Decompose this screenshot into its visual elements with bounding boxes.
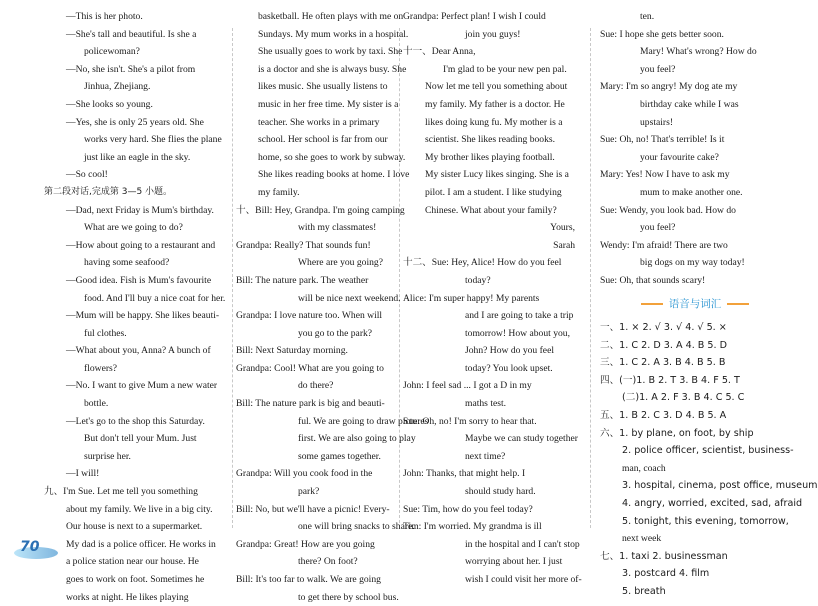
text-line: Mary! What's wrong? How do — [640, 46, 757, 58]
text-line: basketball. He often plays with me on — [258, 11, 404, 22]
text-line: 三、1. C 2. A 3. B 4. B 5. B — [600, 357, 726, 369]
text-line: 十、Bill: Hey, Grandpa. I'm going camping — [236, 204, 405, 216]
text-line: works very hard. She flies the plane — [84, 134, 222, 146]
text-line: 4. angry, worried, excited, sad, afraid — [622, 498, 803, 510]
text-line: John? How do you feel — [465, 345, 554, 357]
text-line: I'm glad to be your new pen pal. — [443, 63, 567, 75]
page-number: 70 — [20, 539, 40, 555]
text-line: ten. — [640, 11, 655, 22]
text-line: 五、1. B 2. C 3. D 4. B 5. A — [600, 410, 727, 422]
section-title — [600, 296, 790, 314]
text-line: Where are you going? — [298, 257, 383, 269]
text-line: 四、(一)1. B 2. T 3. B 4. F 5. T — [600, 374, 740, 386]
text-line: Grandpa: Perfect plan! I wish I could — [403, 11, 546, 22]
text-line: —I will! — [66, 468, 100, 480]
text-line: Sundays. My mum works in a hospital. — [258, 28, 409, 40]
text-line: 2. police officer, scientist, business- — [622, 445, 794, 457]
text-line: 七、1. taxi 2. businessman — [600, 550, 728, 562]
text-line: Bill: The nature park is big and beauti- — [236, 398, 385, 410]
text-line: just like an eagle in the sky. — [84, 151, 191, 163]
column-divider — [399, 28, 400, 528]
text-line: Sue: I hope she gets better soon. — [600, 28, 724, 40]
text-line: teacher. She works in a primary — [258, 116, 380, 128]
text-line: Bill: It's too far to walk. We are going — [236, 574, 381, 585]
text-line: Yours, — [550, 222, 575, 234]
text-line: 一、1. × 2. √ 3. √ 4. √ 5. × — [600, 322, 727, 334]
text-line: works at night. He likes playing — [66, 591, 189, 603]
text-line: join you guys! — [465, 28, 521, 40]
text-line: Sue: Oh, no! I'm sorry to hear that. — [403, 415, 537, 427]
text-column-2 — [236, 8, 429, 606]
text-line: ful clothes. — [84, 327, 127, 339]
text-line: ful. We are going to draw pictures — [298, 415, 429, 427]
text-line: food. And I'll buy a nice coat for her. — [84, 292, 226, 304]
text-line: should study hard. — [465, 486, 536, 498]
text-line: —Yes, she is only 25 years old. She — [66, 116, 204, 128]
text-line: in the hospital and I can't stop — [465, 538, 580, 550]
text-line: Bill: No, but we'll have a picnic! Every- — [236, 503, 390, 515]
text-line: My dad is a police officer. He works in — [66, 538, 216, 550]
text-line: 3. hospital, cinema, post office, museum — [622, 480, 818, 492]
text-line: about my family. We live in a big city. — [66, 503, 213, 515]
text-line: one will bring snacks to share. — [298, 521, 415, 533]
text-line: goes to work on foot. Sometimes he — [66, 574, 205, 585]
text-line: Sarah — [553, 239, 575, 251]
text-line: Our house is next to a supermarket. — [66, 521, 203, 533]
text-line: having some seafood? — [84, 257, 170, 269]
text-line: first. We are also going to play — [298, 433, 416, 445]
text-line: Tim: I'm worried. My grandma is ill — [403, 521, 542, 533]
text-line: there? On foot? — [298, 556, 358, 568]
text-line: Mary: I'm so angry! My dog ate my — [600, 81, 738, 93]
text-line: next week — [622, 533, 662, 545]
text-line: my family. — [258, 186, 300, 198]
text-line: today? You look upset. — [465, 362, 553, 374]
text-line: Chinese. What about your family? — [425, 204, 557, 216]
text-line: Grandpa: Really? That sounds fun! — [236, 239, 371, 251]
text-line: Grandpa: I love nature too. When will — [236, 310, 383, 322]
text-line: John: Thanks, that might help. I — [403, 468, 526, 480]
text-line: 二、1. C 2. D 3. A 4. B 5. D — [600, 339, 728, 351]
text-line: 第二段对话,完成第 3—5 小题。 — [44, 186, 173, 197]
text-line: worrying about her. I just — [465, 556, 563, 568]
text-line: do there? — [298, 380, 334, 392]
text-line: likes doing kung fu. My mother is a — [425, 116, 563, 128]
text-line: a police station near our house. He — [66, 556, 199, 568]
text-line: your favourite cake? — [640, 151, 719, 163]
text-line: John: I feel sad ... I got a D in my — [403, 380, 532, 392]
text-line: Alice: I'm super happy! My parents — [403, 292, 540, 304]
text-column-3 — [403, 8, 582, 589]
text-line: bottle. — [84, 398, 109, 410]
text-line: Grandpa: Will you cook food in the — [236, 468, 373, 480]
text-line: Bill: The nature park. The weather — [236, 274, 369, 286]
text-line: park? — [298, 486, 320, 498]
text-line: She likes reading books at home. I love — [258, 169, 410, 181]
text-line: tomorrow! How about you, — [465, 327, 570, 339]
text-line: —Dad, next Friday is Mum's birthday. — [66, 204, 214, 216]
text-line: Sue: Tim, how do you feel today? — [403, 503, 533, 515]
text-line: —This is her photo. — [66, 11, 143, 22]
text-line: you feel? — [640, 222, 676, 234]
text-line: Grandpa: Cool! What are you going to — [236, 362, 384, 374]
text-line: upstairs! — [640, 116, 674, 128]
text-line: Wendy: I'm afraid! There are two — [600, 239, 728, 251]
text-line: policewoman? — [84, 46, 140, 58]
text-line: big dogs on my way today! — [640, 257, 745, 269]
text-line: What are we going to do? — [84, 222, 183, 234]
text-line: likes music. She usually listens to — [258, 81, 388, 93]
text-line: some games together. — [298, 450, 381, 462]
text-line: 十二、Sue: Hey, Alice! How do you feel — [403, 257, 562, 269]
text-line: —No. I want to give Mum a new water — [66, 380, 218, 392]
text-line: my family. My father is a doctor. He — [425, 98, 565, 110]
text-line: maths test. — [465, 398, 507, 410]
text-column-4 — [600, 8, 818, 601]
text-line: —No, she isn't. She's a pilot from — [66, 63, 196, 75]
text-line: Maybe we can study together — [465, 433, 578, 445]
text-line: Grandpa: Great! How are you going — [236, 538, 375, 550]
text-line: Sue: Wendy, you look bad. How do — [600, 204, 736, 216]
text-line: —Mum will be happy. She likes beauti- — [66, 310, 220, 322]
text-line: Bill: Next Saturday morning. — [236, 345, 348, 357]
text-line: 六、1. by plane, on foot, by ship — [600, 427, 754, 439]
text-line: to get there by school bus. — [298, 591, 399, 603]
text-line: pilot. I am a student. I like studying — [425, 186, 562, 198]
text-line: surprise her. — [84, 450, 131, 462]
text-line: —Good idea. Fish is Mum's favourite — [66, 274, 212, 286]
text-line: music in her free time. My sister is a — [258, 98, 399, 110]
text-line: 九、I'm Sue. Let me tell you something — [44, 486, 198, 498]
text-line: —How about going to a restaurant and — [66, 239, 216, 251]
page-number-badge — [14, 537, 58, 559]
text-line: —She's tall and beautiful. Is she a — [66, 28, 197, 40]
text-line: wish I could visit her more of- — [465, 574, 582, 585]
text-line: next time? — [465, 450, 506, 462]
text-line: —So cool! — [66, 169, 108, 181]
text-line: 5. breath — [622, 586, 666, 597]
text-line: Now let me tell you something about — [425, 81, 568, 93]
text-line: home, so she goes to work by subway. — [258, 151, 406, 163]
text-line: mum to make another one. — [640, 186, 743, 198]
text-line: with my classmates! — [298, 222, 377, 234]
text-line: flowers? — [84, 362, 118, 374]
text-line: man, coach — [622, 462, 666, 474]
text-line: you feel? — [640, 63, 676, 75]
text-line: (二)1. A 2. F 3. B 4. C 5. C — [622, 392, 745, 404]
text-line: today? — [465, 274, 491, 286]
text-line: Mary: Yes! Now I have to ask my — [600, 169, 730, 181]
text-line: 5. tonight, this evening, tomorrow, — [622, 515, 789, 527]
text-line: 十一、Dear Anna, — [403, 46, 476, 58]
text-column-1 — [44, 8, 240, 606]
text-line: —She looks so young. — [66, 98, 153, 110]
text-line: My brother likes playing football. — [425, 151, 555, 163]
text-line: But don't tell your Mum. Just — [84, 433, 197, 445]
section-title-text: 语音与词汇 — [668, 297, 722, 310]
text-line: —Let's go to the shop this Saturday. — [66, 415, 205, 427]
column-divider — [590, 28, 591, 528]
text-line: school. Her school is far from our — [258, 134, 388, 146]
text-line: Sue: Oh, that sounds scary! — [600, 274, 706, 286]
text-line: —What about you, Anna? A bunch of — [66, 345, 211, 357]
text-line: She usually goes to work by taxi. She — [258, 46, 403, 58]
text-line: scientist. She likes reading books. — [425, 134, 556, 146]
text-line: is a doctor and she is always busy. She — [258, 63, 407, 75]
text-line: My sister Lucy likes singing. She is a — [425, 169, 569, 181]
text-line: and I are going to take a trip — [465, 310, 574, 322]
text-line: 3. postcard 4. film — [622, 568, 710, 580]
text-line: you go to the park? — [298, 327, 373, 339]
text-line: birthday cake while I was — [640, 98, 739, 110]
text-line: will be nice next weekend. — [298, 292, 401, 304]
text-line: Jinhua, Zhejiang. — [84, 81, 151, 93]
text-line: Sue: Oh, no! That's terrible! Is it — [600, 134, 725, 146]
